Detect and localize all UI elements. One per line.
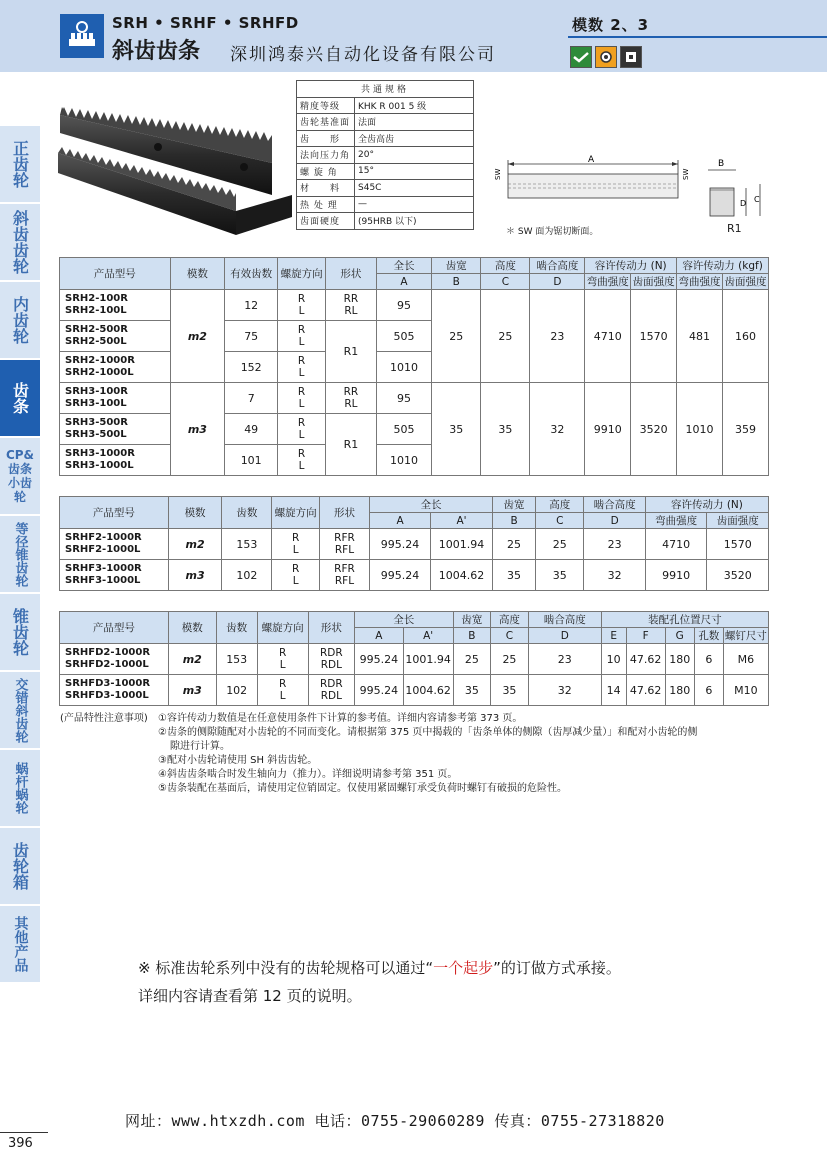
col-d: D bbox=[530, 274, 585, 290]
col-hand: 螺旋方向 bbox=[272, 497, 320, 529]
teeth-cell: 102 bbox=[222, 560, 272, 591]
tab-label: 交错斜齿轮 bbox=[12, 677, 28, 743]
col-pitch-height: 啮合高度 bbox=[528, 612, 601, 628]
dim-label-d: D bbox=[740, 199, 747, 208]
model-code: SRHFD3-1000R SRHFD3-1000L bbox=[65, 678, 151, 701]
col-length: 全长 bbox=[376, 258, 431, 274]
note-item: ③配对小齿轮请使用 SH 斜齿齿轮。 bbox=[158, 755, 318, 766]
module-cell: m3 bbox=[168, 675, 216, 706]
table-row bbox=[60, 675, 769, 706]
model-cell bbox=[60, 644, 169, 675]
note-item: ②齿条的侧隙随配对小齿轮的不同而变化。请根据第 375 页中揭载的「齿条单体的侧隙（齿厚减少量）」和配对小齿轮的侧 bbox=[158, 727, 698, 738]
spec-row bbox=[297, 147, 474, 164]
model-code: SRHF3-1000R SRHF3-1000L bbox=[65, 563, 142, 586]
module-cell: m2 bbox=[168, 529, 222, 560]
spec-label: 精度等级 bbox=[297, 97, 355, 114]
b-cell: 25 bbox=[453, 644, 491, 675]
a-cell: 995.24 bbox=[370, 560, 431, 591]
srhfd-table bbox=[59, 611, 769, 706]
rack-gear-icon bbox=[60, 14, 104, 58]
model-cell bbox=[60, 352, 171, 383]
g-cell: 180 bbox=[665, 644, 694, 675]
tab-internal-gears[interactable] bbox=[0, 282, 40, 358]
col-height: 高度 bbox=[491, 612, 529, 628]
model-code: SRH2-100R SRH2-100L bbox=[65, 293, 128, 316]
c-cell: 25 bbox=[491, 644, 529, 675]
teeth-cell: 12 bbox=[225, 290, 278, 321]
surface-n-cell: 1570 bbox=[631, 290, 677, 383]
teeth-cell: 49 bbox=[225, 414, 278, 445]
d-cell: 32 bbox=[584, 560, 646, 591]
spec-value: S45C bbox=[355, 180, 474, 197]
surface-kgf-cell: 359 bbox=[723, 383, 769, 476]
spec-value: KHK R 001 5 级 bbox=[355, 97, 474, 114]
model-cell bbox=[60, 321, 171, 352]
spec-title: 共通规格 bbox=[297, 81, 474, 98]
hand-value: R L bbox=[297, 293, 306, 317]
tab-label: 内齿轮 bbox=[10, 296, 30, 344]
contact-info: 网址：www.htxzdh.com 电话：0755-29060289 传真：0755-27318820 bbox=[125, 1112, 665, 1130]
remark-highlight: 一个起步 bbox=[433, 959, 494, 977]
c-cell: 25 bbox=[536, 529, 584, 560]
model-code: SRHF2-1000R SRHF2-1000L bbox=[65, 532, 142, 555]
col-holes: 孔数 bbox=[694, 628, 723, 644]
a-cell: 995.24 bbox=[355, 644, 404, 675]
srhf-table bbox=[59, 496, 769, 591]
col-f: F bbox=[626, 628, 665, 644]
spec-row bbox=[297, 97, 474, 114]
col-width: 齿宽 bbox=[453, 612, 491, 628]
shape-value: RR RL bbox=[343, 293, 359, 317]
hand-cell bbox=[278, 352, 326, 383]
col-force-kgf: 容许传动力 (kgf) bbox=[677, 258, 769, 274]
holes-cell: 6 bbox=[694, 644, 723, 675]
teeth-cell: 75 bbox=[225, 321, 278, 352]
hand-cell bbox=[278, 290, 326, 321]
hand-cell bbox=[278, 445, 326, 476]
hand-value: R L bbox=[297, 448, 306, 472]
note-item: ⑤齿条装配在基面后，请使用定位销固定。仅使用紧固螺钉承受负荷时螺钉有破损的危险性。 bbox=[158, 783, 567, 794]
shape-value: RR RL bbox=[343, 386, 359, 410]
col-force-n: 容许传动力 (N) bbox=[645, 497, 768, 513]
spec-value: 法面 bbox=[355, 114, 474, 131]
common-spec-table bbox=[296, 80, 474, 230]
bend-kgf-cell: 1010 bbox=[677, 383, 723, 476]
e-cell: 10 bbox=[601, 644, 626, 675]
note-item: ①容许传动力数值是在任意使用条件下计算的参考值。详细内容请参考第 373 页。 bbox=[158, 713, 523, 724]
teeth-cell: 152 bbox=[225, 352, 278, 383]
tab-spur-gears[interactable] bbox=[0, 126, 40, 202]
shape-cell bbox=[325, 383, 376, 414]
col-a-prime: A' bbox=[431, 513, 493, 529]
a-prime-cell: 1004.62 bbox=[431, 560, 493, 591]
col-surface-n: 齿面强度 bbox=[631, 274, 677, 290]
col-hand: 螺旋方向 bbox=[257, 612, 308, 644]
shape-cell bbox=[319, 560, 369, 591]
tab-label: CP&齿条小齿轮 bbox=[5, 448, 35, 504]
tab-other-products[interactable] bbox=[0, 906, 40, 982]
length-cell: 505 bbox=[376, 321, 431, 352]
col-shape: 形状 bbox=[308, 612, 354, 644]
table-row bbox=[60, 644, 769, 675]
shape-cell bbox=[308, 675, 354, 706]
spec-label: 齿面硬度 bbox=[297, 213, 355, 230]
remark-suffix: ”的订做方式承接。 bbox=[493, 959, 621, 977]
col-bend: 弯曲强度 bbox=[645, 513, 707, 529]
spec-label: 齿 形 bbox=[297, 130, 355, 147]
bend-n-cell: 9910 bbox=[585, 383, 631, 476]
shape-cell bbox=[308, 644, 354, 675]
tab-miter-gears[interactable] bbox=[0, 516, 40, 592]
module-range: 模数 2、3 bbox=[572, 16, 650, 34]
hand-cell bbox=[278, 414, 326, 445]
spec-label: 螺 旋 角 bbox=[297, 163, 355, 180]
tab-bevel-gears[interactable] bbox=[0, 594, 40, 670]
remark-prefix: ※ 标准齿轮系列中没有的齿轮规格可以通过“ bbox=[138, 959, 434, 977]
model-cell bbox=[60, 290, 171, 321]
hardness-badge-icon bbox=[620, 46, 642, 68]
col-height: 高度 bbox=[481, 258, 530, 274]
length-cell: 505 bbox=[376, 414, 431, 445]
width-cell: 35 bbox=[432, 383, 481, 476]
sw-note: ＊ SW 面为锯切断面。 bbox=[506, 227, 599, 237]
e-cell: 14 bbox=[601, 675, 626, 706]
model-cell bbox=[60, 560, 169, 591]
col-model: 产品型号 bbox=[60, 612, 169, 644]
length-cell: 1010 bbox=[376, 352, 431, 383]
col-module: 模数 bbox=[168, 497, 222, 529]
col-module: 模数 bbox=[170, 258, 225, 290]
model-code: SRH2-1000R SRH2-1000L bbox=[65, 355, 135, 378]
tab-label: 齿轮箱 bbox=[10, 842, 30, 890]
col-model: 产品型号 bbox=[60, 497, 169, 529]
surface-cell: 1570 bbox=[707, 529, 769, 560]
width-cell: 25 bbox=[432, 290, 481, 383]
c-cell: 35 bbox=[491, 675, 529, 706]
d-cell: 23 bbox=[584, 529, 646, 560]
col-c: C bbox=[536, 513, 584, 529]
shape-cell: R1 bbox=[325, 414, 376, 476]
a-cell: 995.24 bbox=[355, 675, 404, 706]
shape-r1-label: R1 bbox=[727, 222, 742, 235]
tab-label: 蜗杆蜗轮 bbox=[12, 762, 28, 814]
model-cell bbox=[60, 675, 169, 706]
dim-label-a: A bbox=[588, 155, 595, 165]
hand-cell bbox=[272, 529, 320, 560]
model-cell bbox=[60, 414, 171, 445]
pitch-height-cell: 32 bbox=[530, 383, 585, 476]
col-width: 齿宽 bbox=[432, 258, 481, 274]
shape-value: RDR RDL bbox=[320, 647, 343, 671]
teeth-cell: 153 bbox=[222, 529, 272, 560]
hand-cell bbox=[278, 321, 326, 352]
module-cell: m2 bbox=[170, 290, 225, 383]
col-b: B bbox=[453, 628, 491, 644]
hand-value: R L bbox=[292, 563, 300, 587]
spec-label: 齿轮基准面 bbox=[297, 114, 355, 131]
shape-value: RFR RFL bbox=[334, 563, 355, 587]
bend-cell: 9910 bbox=[645, 560, 707, 591]
hand-value: R L bbox=[292, 532, 300, 556]
spec-value: 15° bbox=[355, 163, 474, 180]
length-cell: 1010 bbox=[376, 445, 431, 476]
teeth-cell: 7 bbox=[225, 383, 278, 414]
series-name: SRH • SRHF • SRHFD bbox=[112, 14, 299, 32]
tab-cp-racks-pinions[interactable] bbox=[0, 438, 40, 514]
table-row bbox=[60, 290, 769, 321]
col-pitch-height: 啮合高度 bbox=[530, 258, 585, 274]
teeth-cell: 102 bbox=[216, 675, 257, 706]
page-header bbox=[0, 0, 827, 72]
holes-cell: 6 bbox=[694, 675, 723, 706]
screw-cell: M6 bbox=[723, 644, 768, 675]
col-width: 齿宽 bbox=[493, 497, 536, 513]
shape-value: RDR RDL bbox=[320, 678, 343, 702]
hand-value: R L bbox=[297, 386, 306, 410]
spec-value: — bbox=[355, 196, 474, 213]
b-cell: 35 bbox=[453, 675, 491, 706]
note-item: 隙进行计算。 bbox=[170, 741, 230, 752]
hand-cell bbox=[257, 675, 308, 706]
a-cell: 995.24 bbox=[370, 529, 431, 560]
a-prime-cell: 1001.94 bbox=[431, 529, 493, 560]
col-teeth: 有效齿数 bbox=[225, 258, 278, 290]
col-a-prime: A' bbox=[403, 628, 453, 644]
surface-n-cell: 3520 bbox=[631, 383, 677, 476]
spec-row bbox=[297, 130, 474, 147]
col-screw: 螺钉尺寸 bbox=[723, 628, 768, 644]
company-name: 深圳鸿泰兴自动化设备有限公司 bbox=[230, 45, 496, 65]
spec-label: 热 处 理 bbox=[297, 196, 355, 213]
module-cell: m3 bbox=[170, 383, 225, 476]
tab-worm-gears[interactable] bbox=[0, 750, 40, 826]
col-d: D bbox=[584, 513, 646, 529]
col-teeth: 齿数 bbox=[222, 497, 272, 529]
col-length: 全长 bbox=[355, 612, 454, 628]
col-surface: 齿面强度 bbox=[707, 513, 769, 529]
tab-helical-gears[interactable] bbox=[0, 204, 40, 280]
col-g: G bbox=[665, 628, 694, 644]
model-cell bbox=[60, 529, 169, 560]
col-mount: 装配孔位置尺寸 bbox=[601, 612, 768, 628]
col-force-n: 容许传动力 (N) bbox=[585, 258, 677, 274]
b-cell: 25 bbox=[493, 529, 536, 560]
a-prime-cell: 1004.62 bbox=[403, 675, 453, 706]
col-a: A bbox=[370, 513, 431, 529]
page-title: 斜齿齿条 bbox=[112, 39, 201, 64]
col-shape: 形状 bbox=[319, 497, 369, 529]
pitch-height-cell: 23 bbox=[530, 290, 585, 383]
b-cell: 35 bbox=[493, 560, 536, 591]
length-cell: 95 bbox=[376, 383, 431, 414]
col-pitch-height: 啮合高度 bbox=[584, 497, 646, 513]
col-model: 产品型号 bbox=[60, 258, 171, 290]
tab-label: 锥齿轮 bbox=[10, 608, 30, 656]
height-cell: 25 bbox=[481, 290, 530, 383]
note-item: ④斜齿齿条啮合时发生轴向力（推力）。详细说明请参考第 351 页。 bbox=[158, 769, 458, 780]
model-cell bbox=[60, 383, 171, 414]
spec-row bbox=[297, 180, 474, 197]
spec-label: 材 料 bbox=[297, 180, 355, 197]
col-bend-kgf: 弯曲强度 bbox=[677, 274, 723, 290]
model-code: SRHFD2-1000R SRHFD2-1000L bbox=[65, 647, 151, 670]
hand-value: R L bbox=[297, 355, 306, 379]
shape-cell: R1 bbox=[325, 321, 376, 383]
col-hand: 螺旋方向 bbox=[278, 258, 326, 290]
bend-cell: 4710 bbox=[645, 529, 707, 560]
gear-badge-icon bbox=[595, 46, 617, 68]
hand-value: R L bbox=[279, 678, 287, 702]
tab-label: 等径锥齿轮 bbox=[12, 521, 28, 587]
col-c: C bbox=[491, 628, 529, 644]
module-cell: m2 bbox=[168, 644, 216, 675]
c-cell: 35 bbox=[536, 560, 584, 591]
col-teeth: 齿数 bbox=[216, 612, 257, 644]
d-cell: 23 bbox=[528, 644, 601, 675]
model-code: SRH3-100R SRH3-100L bbox=[65, 386, 128, 409]
f-cell: 47.62 bbox=[626, 675, 665, 706]
module-cell: m3 bbox=[168, 560, 222, 591]
hand-cell bbox=[272, 560, 320, 591]
spec-row bbox=[297, 163, 474, 180]
custom-order-remark bbox=[138, 957, 621, 978]
tab-racks[interactable] bbox=[0, 360, 40, 436]
col-surface-kgf: 齿面强度 bbox=[723, 274, 769, 290]
srh-table bbox=[59, 257, 769, 476]
col-d: D bbox=[528, 628, 601, 644]
dim-label-b: B bbox=[718, 159, 725, 169]
notes-label: (产品特性注意事项) bbox=[60, 713, 148, 724]
surface-kgf-cell: 160 bbox=[723, 290, 769, 383]
model-code: SRH2-500R SRH2-500L bbox=[65, 324, 128, 347]
spec-value: 20° bbox=[355, 147, 474, 164]
height-cell: 35 bbox=[481, 383, 530, 476]
col-e: E bbox=[601, 628, 626, 644]
dim-label-c: C bbox=[754, 195, 760, 204]
f-cell: 47.62 bbox=[626, 644, 665, 675]
d-cell: 32 bbox=[528, 675, 601, 706]
shape-value: RFR RFL bbox=[334, 532, 355, 556]
spec-label: 法向压力角 bbox=[297, 147, 355, 164]
hand-cell bbox=[257, 644, 308, 675]
custom-order-remark-detail: 详细内容请查看第 12 页的说明。 bbox=[138, 987, 362, 1005]
tab-screw-gears[interactable] bbox=[0, 672, 40, 748]
teeth-cell: 153 bbox=[216, 644, 257, 675]
model-code: SRH3-500R SRH3-500L bbox=[65, 417, 128, 440]
spec-value: 全齿高齿 bbox=[355, 130, 474, 147]
spec-value: (95HRB 以下) bbox=[355, 213, 474, 230]
hand-value: R L bbox=[279, 647, 287, 671]
model-cell bbox=[60, 445, 171, 476]
hand-value: R L bbox=[297, 417, 306, 441]
model-code: SRH3-1000R SRH3-1000L bbox=[65, 448, 135, 471]
col-a: A bbox=[376, 274, 431, 290]
hand-value: R L bbox=[297, 324, 306, 348]
shape-cell bbox=[325, 290, 376, 321]
tab-label: 齿条 bbox=[10, 382, 30, 414]
hand-cell bbox=[278, 383, 326, 414]
dim-label-sw-right: SW bbox=[682, 168, 690, 180]
dim-label-sw-left: SW bbox=[494, 168, 502, 180]
col-bend-n: 弯曲强度 bbox=[585, 274, 631, 290]
surface-cell: 3520 bbox=[707, 560, 769, 591]
screw-cell: M10 bbox=[723, 675, 768, 706]
table-row bbox=[60, 383, 769, 414]
teeth-cell: 101 bbox=[225, 445, 278, 476]
page-number: 396 bbox=[8, 1136, 33, 1151]
a-prime-cell: 1001.94 bbox=[403, 644, 453, 675]
tab-gearboxes[interactable] bbox=[0, 828, 40, 904]
spec-row bbox=[297, 213, 474, 230]
bend-n-cell: 4710 bbox=[585, 290, 631, 383]
header-divider bbox=[568, 36, 827, 38]
feature-badges bbox=[570, 46, 642, 68]
category-tabs bbox=[0, 126, 40, 984]
page-rule bbox=[0, 1132, 48, 1133]
helical-rack-photo bbox=[58, 95, 292, 235]
length-cell: 95 bbox=[376, 290, 431, 321]
spec-row bbox=[297, 196, 474, 213]
ok-badge-icon bbox=[570, 46, 592, 68]
spec-row bbox=[297, 114, 474, 131]
col-height: 高度 bbox=[536, 497, 584, 513]
col-a: A bbox=[355, 628, 404, 644]
tab-label: 正齿轮 bbox=[10, 140, 30, 188]
table-row bbox=[60, 560, 769, 591]
col-module: 模数 bbox=[168, 612, 216, 644]
bend-kgf-cell: 481 bbox=[677, 290, 723, 383]
col-length: 全长 bbox=[370, 497, 493, 513]
col-shape: 形状 bbox=[325, 258, 376, 290]
col-c: C bbox=[481, 274, 530, 290]
tab-label: 斜齿齿轮 bbox=[10, 210, 30, 274]
col-b: B bbox=[493, 513, 536, 529]
tab-label: 其他产品 bbox=[12, 916, 29, 972]
table-row bbox=[60, 529, 769, 560]
g-cell: 180 bbox=[665, 675, 694, 706]
shape-cell bbox=[319, 529, 369, 560]
col-b: B bbox=[432, 274, 481, 290]
notes-list bbox=[158, 712, 778, 796]
